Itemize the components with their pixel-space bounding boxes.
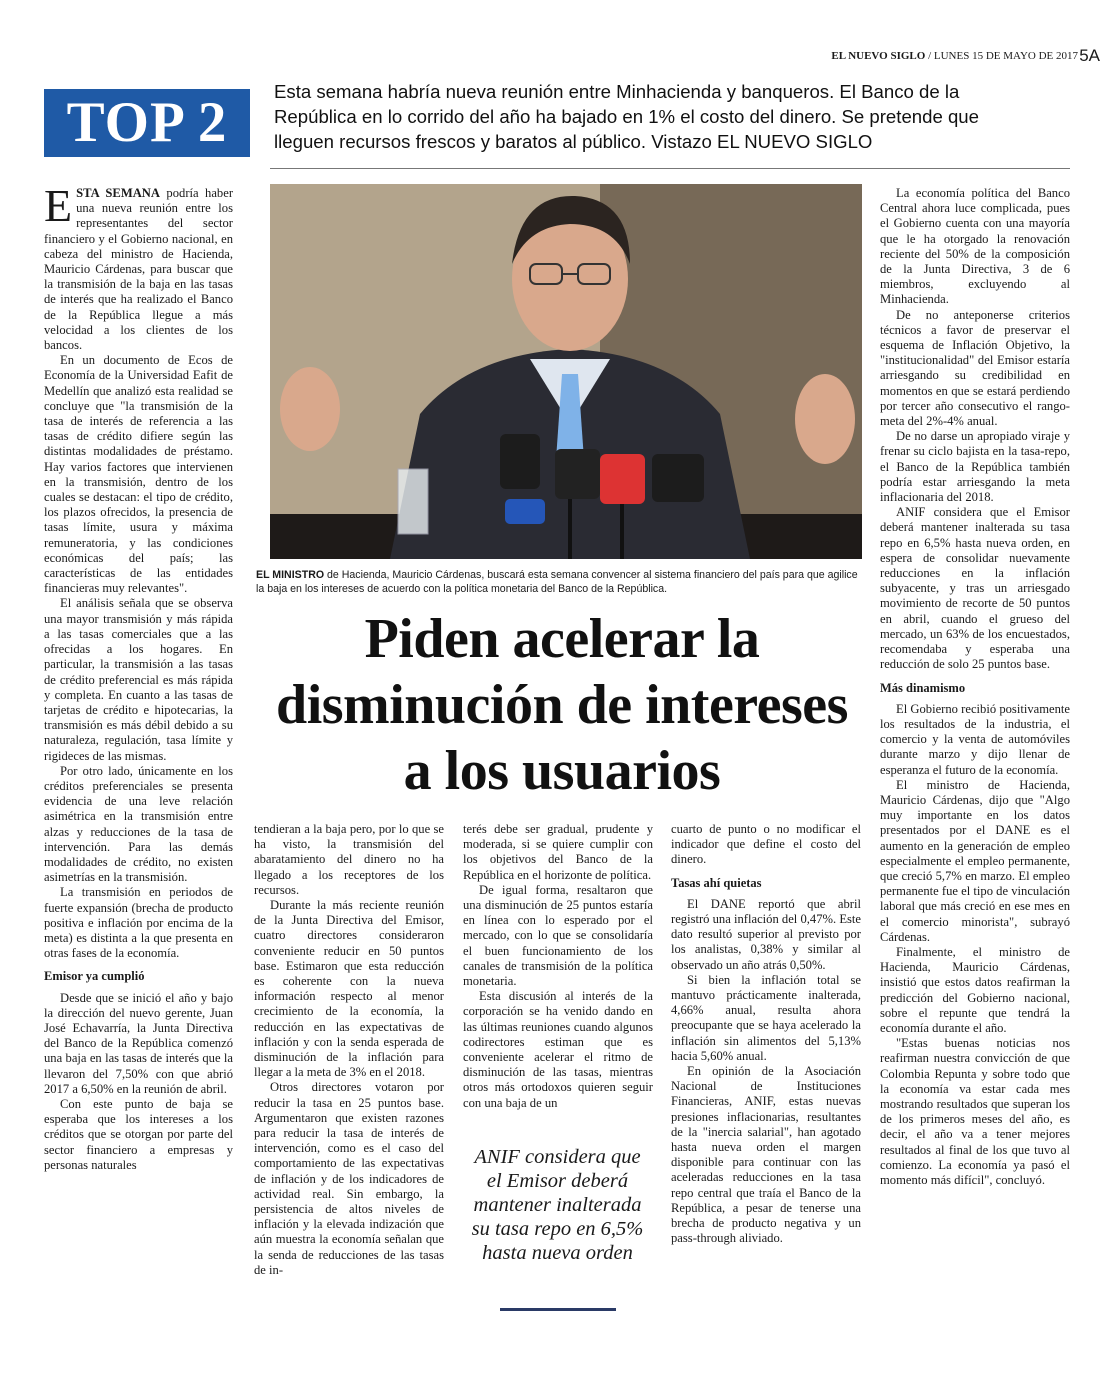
article-column-1	[44, 180, 234, 1173]
issue-date: LUNES 15 DE MAYO DE 2017	[933, 50, 1078, 62]
caption-text: de Hacienda, Mauricio Cárdenas, buscará esta semana convencer al sistema financiero del país para que agilice la baja en los intereses de acuerdo con la política monetaria del Banco de la República.	[256, 569, 858, 595]
top-label: TOP 2	[44, 89, 250, 157]
paragraph: El Gobierno recibió positivamente los resultados de la industria, el comercio y la venta de automóviles durante marzo y dijo llenar de esperanza el futuro de la economía.	[880, 701, 1070, 777]
paragraph-text: podría haber una nueva reunión entre los representantes del sector financiero y el Gobierno nacional, en cabeza del ministro de Hacienda, Mauricio Cárdenas, para buscar que la transmisión de la baja en las tasas de interés que ha realizado el Banco de la República llegue a más velocidad a los clientes de los bancos.	[44, 186, 234, 353]
article-column-4	[671, 822, 861, 1246]
paragraph: La transmisión en periodos de fuerte expansión (brecha de producto positiva e inflación por encima de la meta) es distinta a la que presenta en otras fases de la economía.	[44, 885, 233, 961]
paragraph: ANIF considera que el Emisor deberá mantener inalterada su tasa repo en 6,5% hasta nueva orden, en espera de consolidar nuevamente reducciones en la inflación subyacente, y tras un arriesgado movimiento de recorte de 50 puntos en abril, cuando el grueso del mercado, un 63% de los encuestados, recomendaba y esperaba una reducción de solo 25 puntos base.	[880, 505, 1070, 672]
subheading-dinamismo: Más dinamismo	[880, 680, 966, 695]
paragraph: Otros directores votaron por reducir la tasa en 25 puntos base. Argumentaron que existen razones para reducir la tasa de interés de intervención, como es el caso del comportamiento de las expectativas de inflación y de los indicadores de actividad real. Sin embargo, la persistencia de altos niveles de inflación y la elevada indización que aún muestra la economía señalan que la senda de reducciones de las tasas de in-	[254, 1080, 444, 1277]
pull-quote: ANIF considera que el Emisor deberá mantener inalterada su tasa repo en 6,5% hasta nueva orden	[471, 1146, 644, 1264]
article-column-3	[463, 822, 653, 1111]
lead-in: STA SEMANA	[76, 186, 160, 200]
article-column-5	[880, 186, 1070, 1188]
subheading-emisor: Emisor ya cumplió	[44, 969, 145, 984]
photo-caption	[256, 568, 866, 596]
paragraph	[44, 180, 234, 353]
article-headline: Piden acelerar la disminución de intereses a los usuarios	[276, 608, 848, 802]
news-photo	[270, 184, 862, 559]
paragraph: El ministro de Hacienda, Mauricio Cárdenas, dijo que "Algo muy importante en los datos presentados por el DANE es el aumento en la generación de empleo especialmente el empleo permanente, que creció 5,7% en marzo. El empleo permanente fue el tipo de vinculación laboral que más creció en ese mes en el comercio minorista", subrayó Cárdenas.	[880, 777, 1070, 944]
caption-lead: EL MINISTRO	[256, 569, 325, 581]
header-divider	[270, 168, 1070, 169]
paragraph: "Estas buenas noticias nos reafirman nuestra convicción de que Colombia Repunta y sobre todo que la economía va estar cada mes mostrando resultados que superan los de los primeros meses del año, es decir, el año va a tener mejores resultados al final de los que tuvo al comienzo. La economía ya pasó el momento más difícil", concluyó.	[880, 1036, 1070, 1187]
paragraph: cuarto de punto o no modificar el indicador que define el costo del dinero.	[671, 822, 861, 867]
paragraph: tendieran a la baja pero, por lo que se ha visto, la transmisión del abaratamiento del dinero no ha llegado a los receptores de los recursos.	[254, 822, 444, 897]
paragraph: De no anteponerse criterios técnicos a favor de preservar el esquema de Inflación Objetivo, la "institucionalidad" del Emisor estaría arriesgando su credibilidad en momentos en que se estará perdiendo por tercer año consecutivo el rango-meta del 2%-4% anual.	[880, 307, 1070, 429]
paragraph: Por otro lado, únicamente en los créditos preferenciales se presenta evidencia de una leve relación asimétrica en la transmisión entre alzas y reducciones de la tasa de intervención. Para las demás modalidades de crédito, no existen asimetrías en la transmisión.	[44, 763, 233, 885]
paragraph: En opinión de la Asociación Nacional de Instituciones Financieras, ANIF, estas nuevas presiones inflacionarias, resultantes de la "inercia salarial", han agotado hasta nueva orden el margen disponible para continuar con las aceleradas reducciones en la tasa repo central que traía el Banco de la República, a pesar de tenerse una brecha de producto negativa y un pass-through aliviado.	[671, 1064, 861, 1246]
page-header	[831, 50, 1078, 62]
paragraph: El análisis señala que se observa una mayor transmisión y más rápida a las tasas comerciales que a las ofrecidas a los hogares. En particular, la transmisión a las tasas de crédito preferencial es más rápida y completa. En cuanto a las tasas de tarjetas de crédito e hipotecarias, la transmisión es más débil debido a su naturaleza, regulación, tasa límite y rigideces de las mismas.	[44, 596, 233, 763]
header-separator: /	[925, 50, 934, 62]
paragraph: La economía política del Banco Central ahora luce complicada, pues el Gobierno cuenta con una mayoría que le ha otorgado la renovación reciente del 50% de la composición de la Junta Directiva, 3 de 6 miembros, excluyendo al Minhacienda.	[880, 186, 1070, 307]
paragraph: El DANE reportó que abril registró una inflación del 0,47%. Este dato resultó superior al previsto por los analistas, 0,38% y similar al observado un año atrás 0,50%.	[671, 896, 861, 972]
paragraph: Si bien la inflación total se mantuvo prácticamente inalterada, 4,66% anual, resulta ahora preocupante que se haya acelerado la inflación sin alimentos del 5,13% hacia 5,60% anual.	[671, 972, 861, 1063]
paragraph: De igual forma, resaltaron que una disminución de 25 puntos estaría en línea con lo esperado por el mercado, con lo que se consolidaría el buen funcionamiento de los canales de transmisión de la política monetaria.	[463, 882, 653, 989]
paragraph: Finalmente, el ministro de Hacienda, Mauricio Cárdenas, insistió que estos datos reafirman la predicción del Gobierno nacional, sobre el repunte que tendrá la economía durante el año.	[880, 944, 1070, 1035]
page-number: 5A	[1079, 46, 1100, 65]
paragraph: En un documento de Ecos de Economía de la Universidad Eafit de Medellín que analizó esta realidad se concluye que "la transmisión de la tasa de interés de referencia a las tasas de crédito difiere según las distintas modalidades de préstamo. Hay varios factores que intervienen en la transmisión, dentro de los cuales se destacan: el tipo de crédito, los plazos ofrecidos, la presencia de tasas límite, usura y máxima remuneratoria, y las condiciones económicas del país; las características de las entidades financieras muy relevantes".	[44, 353, 233, 596]
paragraph: Desde que se inició el año y bajo la dirección del nuevo gerente, Juan José Echavarría, la Junta Directiva del Banco de la República comenzó una baja en las tasas de interés que la llevaron del 7,50% con que abrió 2017 a 6,50% en la reunión de abril.	[44, 990, 233, 1096]
subheading-tasas: Tasas ahí quietas	[671, 875, 762, 890]
paragraph: Esta discusión al interés de la corporación se ha venido dando en las últimas reuniones cuando algunos codirectores estiman que es conveniente acelerar el ritmo de disminución de las tasas, mientras otros más ortodoxos quieren seguir con una baja de un	[463, 989, 653, 1110]
paragraph: Con este punto de baja se esperaba que los intereses a los créditos que se otorgan por parte del sector financiero a empresas y personas naturales	[44, 1096, 233, 1172]
newspaper-name: EL NUEVO SIGLO	[831, 50, 926, 62]
paragraph: De no darse un apropiado viraje y frenar su ciclo bajista en la tasa-repo, el Banco de la República también podría estar arriesgando la meta inflacionaria del 2018.	[880, 429, 1070, 505]
paragraph: terés debe ser gradual, prudente y moderada, si se quiere cumplir con los objetivos del Banco de la República en el horizonte de política.	[463, 822, 653, 882]
deck-summary: Esta semana habría nueva reunión entre Minhacienda y banqueros. El Banco de la República en lo corrido del año ha bajado en 1% el costo del dinero. Se pretende que lleguen recursos frescos y baratos al público. Vistazo EL NUEVO SIGLO	[274, 81, 979, 152]
drop-cap: E	[44, 180, 73, 231]
minister-photo-illustration	[270, 184, 862, 559]
pull-quote-rule	[500, 1308, 616, 1311]
paragraph: Durante la más reciente reunión de la Junta Directiva del Emisor, cuatro directores consideraron conveniente reducir en 50 puntos base. Estimaron que esta reducción es coherente con la nueva información respecto al menor crecimiento de la economía, la reducción en las expectativas de inflación y con la senda esperada de disminución de la inflación para llegar a la meta de 3% en el 2018.	[254, 898, 444, 1080]
article-column-2	[254, 822, 444, 1278]
